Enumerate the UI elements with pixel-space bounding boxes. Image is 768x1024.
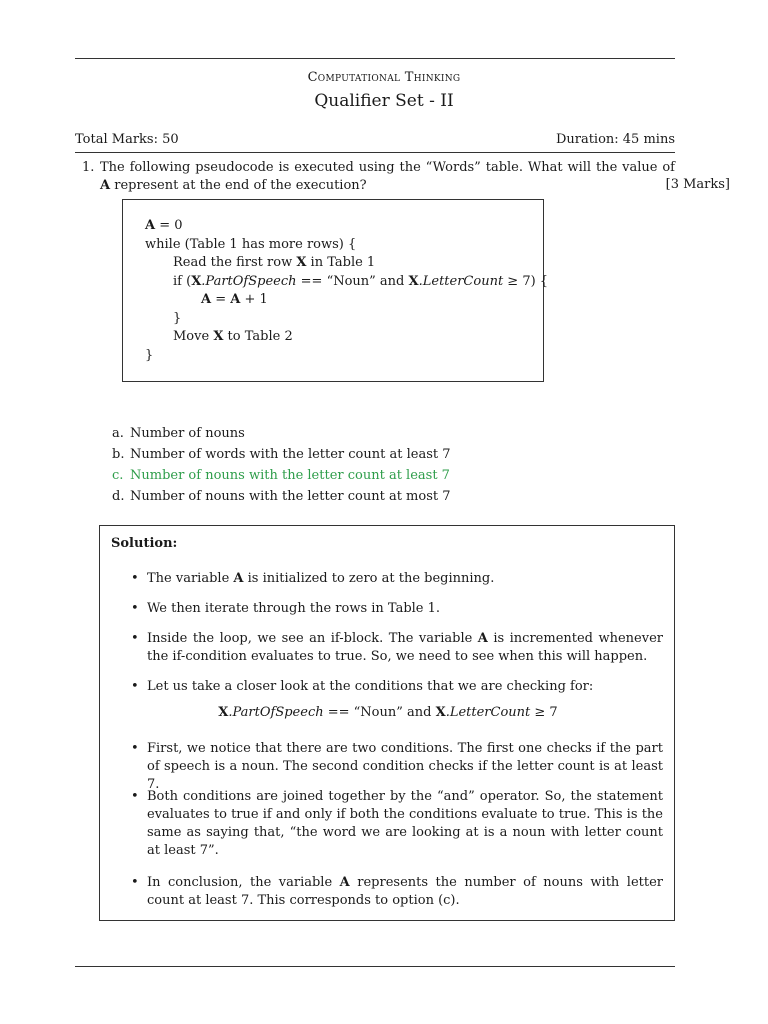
duration: Duration: 45 mins <box>555 132 675 147</box>
header-rule <box>75 152 675 153</box>
solution-point-2: • We then iterate through the rows in Table 1. <box>131 601 441 616</box>
top-rule <box>75 58 675 59</box>
course-title: Computational Thinking <box>307 70 461 85</box>
solution-point-3: • Inside the loop, we see an if-block. The variable A is incremented whenever the if-condition evaluates to true. So, we need to see when this will happen. <box>131 631 663 664</box>
solution-point-4: • Let us take a closer look at the conditions that we are checking for: <box>131 679 594 694</box>
option-b[interactable]: b. Number of words with the letter count at least 7 <box>112 447 451 462</box>
code-line-4: if (X.PartOfSpeech == “Noun” and X.LetterCount ≥ 7) { <box>173 273 549 289</box>
code-line-6: } <box>173 310 182 326</box>
code-line-1: A = 0 <box>145 218 183 233</box>
pseudocode-box <box>122 199 549 382</box>
solution-box <box>99 525 675 921</box>
condition-equation: X.PartOfSpeech == “Noun” and X.LetterCount ≥ 7 <box>218 705 558 720</box>
question-number: 1. <box>82 160 95 175</box>
question-text: The following pseudocode is executed using the “Words” table. What will the value of A represent at the end of the execution? <box>100 160 675 193</box>
solution-point-7: • In conclusion, the variable A represents the number of nouns with letter count at least 7. This corresponds to option (c). <box>131 875 664 908</box>
code-line-7: Move X to Table 2 <box>173 329 293 344</box>
pseudocode <box>145 217 548 365</box>
question-marks: [3 Marks] <box>665 177 730 192</box>
solution-point-1: • The variable A is initialized to zero at the beginning. <box>131 571 495 586</box>
solution-point-6: • Both conditions are joined together by the “and” operator. So, the statement evaluates to true if and only if both the conditions evaluate to true. This is the same as saying that, “the word we are looking at is a noun with letter count at least 7”. <box>131 789 663 858</box>
bottom-rule <box>75 966 675 967</box>
solution-heading: Solution: <box>111 536 178 551</box>
solution-point-5: • First, we notice that there are two conditions. The first one checks if the part of speech is a noun. The second condition checks if the letter count is at least 7. <box>131 741 663 792</box>
code-line-5: A = A + 1 <box>201 292 268 307</box>
option-a[interactable]: a. Number of nouns <box>112 426 245 441</box>
code-line-3: Read the first row X in Table 1 <box>173 255 376 270</box>
option-c-correct[interactable]: c. Number of nouns with the letter count at least 7 <box>112 468 450 483</box>
option-d[interactable]: d. Number of nouns with the letter count at most 7 <box>112 489 451 504</box>
set-title: Qualifier Set - II <box>314 91 454 111</box>
code-line-2: while (Table 1 has more rows) { <box>145 236 357 252</box>
code-line-8: } <box>145 347 154 363</box>
total-marks: Total Marks: 50 <box>75 132 179 147</box>
answer-options <box>112 423 451 507</box>
